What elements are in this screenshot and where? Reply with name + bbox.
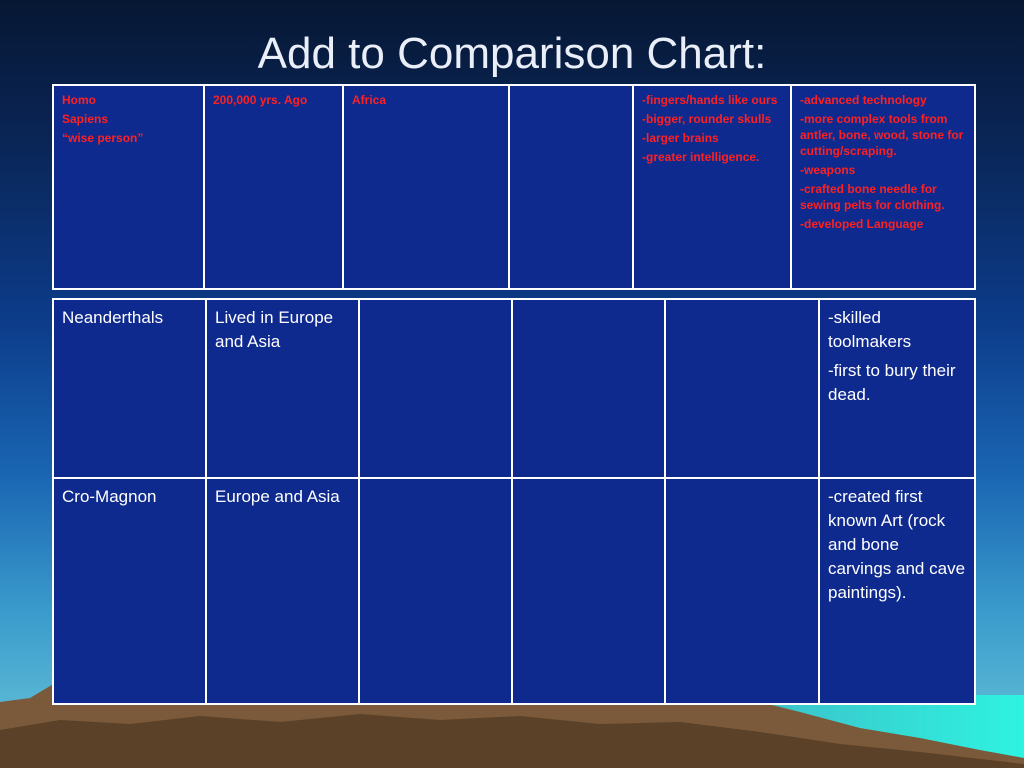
table-row [53,478,975,704]
table-cell [791,85,975,289]
table-row [53,85,975,289]
table-cell [509,85,633,289]
table-cell [665,299,819,478]
cell-line: -created first known Art (rock and bone carvings and cave paintings). [828,486,966,602]
table-cell [819,299,975,478]
cell-line: 200,000 yrs. Ago [213,93,308,107]
cell-line: -weapons [800,163,856,177]
table-cell [343,85,509,289]
cell-line: -more complex tools from antler, bone, wood, stone for cutting/scraping. [800,112,964,158]
table-cell [359,478,512,704]
cell-line: Neanderthals [62,308,164,327]
cell-line: Sapiens [62,112,109,126]
table-cell [53,478,206,704]
table-cell [206,299,359,478]
cell-line: Lived in Europe and Asia [215,308,334,351]
bottom-comparison-table [52,298,976,705]
cell-line: -fingers/hands like ours [642,93,778,107]
table-cell [512,299,665,478]
cell-line: -crafted bone needle for sewing pelts for clothing. [800,182,945,212]
cell-line: -first to bury their dead. [828,361,956,404]
table-cell [206,478,359,704]
table-cell [665,478,819,704]
slide-title: Add to Comparison Chart: [257,29,767,78]
cell-line: -greater intelligence. [642,150,760,164]
cell-line: -bigger, rounder skulls [642,112,772,126]
table-cell [819,478,975,704]
cell-line: Homo [62,93,96,107]
table-cell [53,85,204,289]
cell-line: -larger brains [642,131,719,145]
table-cell [359,299,512,478]
cell-line: Europe and Asia [215,486,340,506]
table-cell [633,85,791,289]
cell-line: -developed Language [800,217,924,231]
table-cell [53,299,206,478]
table-cell [204,85,343,289]
cell-line: Cro-Magnon [62,486,157,506]
table-cell [512,478,665,704]
cell-line: “wise person” [62,131,144,145]
table-row [53,299,975,478]
cell-line: -skilled toolmakers [828,308,912,351]
top-comparison-table [52,84,976,290]
cell-line: Africa [352,93,387,107]
cell-line: -advanced technology [800,93,927,107]
